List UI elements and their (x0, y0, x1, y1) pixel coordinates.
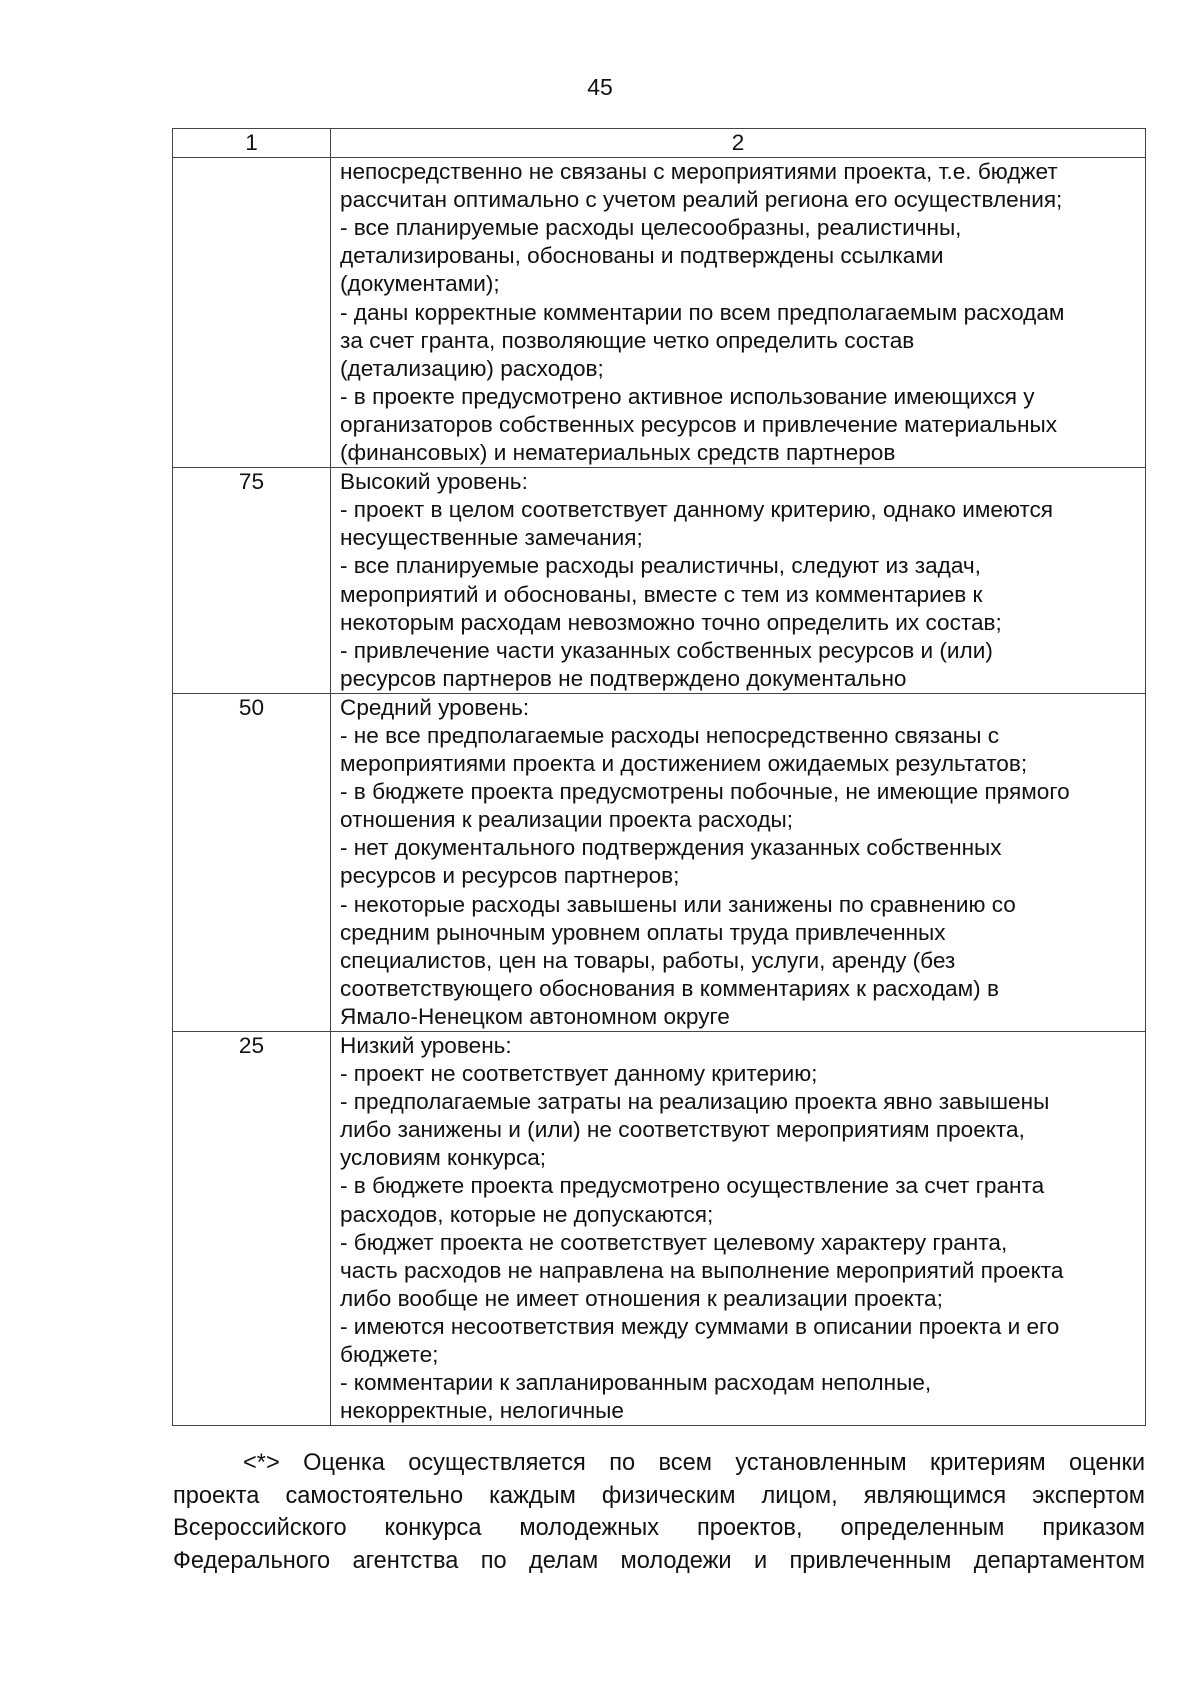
text-line: бюджете; (340, 1342, 439, 1368)
text-line: - в бюджете проекта предусмотрено осуществление за счет гранта (340, 1173, 1045, 1199)
text-line: специалистов, цен на товары, работы, услуги, аренду (без (340, 947, 956, 973)
table-header-row (173, 129, 1146, 158)
text-line: - некоторые расходы завышены или занижены по сравнению со (340, 891, 1016, 917)
text-line: - даны корректные комментарии по всем предполагаемым расходам (340, 299, 1065, 325)
header-col-2: 2 (331, 129, 1146, 158)
footnote-line: проекта самостоятельно каждым физическим лицом, являющимся экспертом (173, 1482, 1145, 1509)
header-col-1: 1 (173, 129, 331, 158)
footnote-line: Федерального агентства по делам молодежи и привлеченным департаментом (173, 1547, 1145, 1574)
footnote-line: <*> Оценка осуществляется по всем установленным критериям оценки (243, 1450, 1145, 1476)
text-line: мероприятий и обоснованы, вместе с тем из комментариев к (340, 581, 983, 607)
text-line: Средний уровень: (340, 694, 530, 720)
text-line: ресурсов партнеров не подтверждено документально (340, 665, 907, 691)
table-row (173, 693, 1146, 1031)
criteria-table (172, 128, 1146, 1426)
text-line: - имеются несоответствия между суммами в описании проекта и его (340, 1313, 1060, 1339)
text-line: либо занижены и (или) не соответствуют мероприятиям проекта, (340, 1117, 1025, 1143)
text-line: организаторов собственных ресурсов и привлечение материальных (340, 411, 1058, 437)
text-line: - в проекте предусмотрено активное использование имеющихся у (340, 383, 1035, 409)
text-line: либо вообще не имеет отношения к реализации проекта; (340, 1285, 943, 1311)
text-line: - не все предполагаемые расходы непосредственно связаны с (340, 722, 1000, 748)
text-line: - бюджет проекта не соответствует целевому характеру гранта, (340, 1229, 1008, 1255)
text-line: некорректные, нелогичные (340, 1398, 624, 1424)
text-line: - нет документального подтверждения указанных собственных (340, 835, 1002, 861)
text-line: Ямало-Ненецком автономном округе (340, 1003, 730, 1029)
text-line: - все планируемые расходы целесообразны, реалистичны, (340, 215, 962, 241)
text-line: расходов, которые не допускаются; (340, 1201, 714, 1227)
text-line: мероприятиями проекта и достижением ожидаемых результатов; (340, 751, 1028, 777)
score-cell: 75 (173, 468, 331, 694)
text-line: ресурсов и ресурсов партнеров; (340, 863, 680, 889)
text-line: несущественные замечания; (340, 525, 643, 551)
text-line: средним рыночным уровнем оплаты труда привлеченных (340, 919, 946, 945)
description-cell (331, 693, 1146, 1031)
text-line: детализированы, обоснованы и подтверждены ссылками (340, 243, 944, 269)
text-line: непосредственно не связаны с мероприятиями проекта, т.е. бюджет (340, 159, 1058, 185)
score-cell: 25 (173, 1032, 331, 1426)
text-line: - проект не соответствует данному критерию; (340, 1061, 818, 1087)
text-line: отношения к реализации проекта расходы; (340, 807, 794, 833)
text-line: часть расходов не направлена на выполнение мероприятий проекта (340, 1257, 1064, 1283)
text-line: - комментарии к запланированным расходам неполные, (340, 1370, 932, 1396)
description-cell (331, 1032, 1146, 1426)
description-cell (331, 158, 1146, 468)
text-line: соответствующего обоснования в комментариях к расходам) в (340, 975, 999, 1001)
text-line: Низкий уровень: (340, 1033, 512, 1058)
text-line: Высокий уровень: (340, 469, 528, 495)
text-line: (детализацию) расходов; (340, 355, 604, 381)
text-line: (финансовых) и нематериальных средств партнеров (340, 440, 896, 466)
description-cell (331, 468, 1146, 694)
text-line: условиям конкурса; (340, 1145, 547, 1171)
score-cell: 50 (173, 693, 331, 1031)
footnote-paragraph (173, 1447, 1145, 1577)
text-line: - привлечение части указанных собственных ресурсов и (или) (340, 637, 993, 663)
page-number: 45 (587, 74, 613, 100)
text-line: - в бюджете проекта предусмотрены побочные, не имеющие прямого (340, 779, 1070, 805)
text-line: рассчитан оптимально с учетом реалий региона его осуществления; (340, 187, 1063, 213)
text-line: - все планируемые расходы реалистичны, следуют из задач, (340, 553, 981, 579)
text-line: за счет гранта, позволяющие четко определить состав (340, 327, 915, 353)
text-line: - предполагаемые затраты на реализацию проекта явно завышены (340, 1089, 1050, 1115)
text-line: - проект в целом соответствует данному критерию, однако имеются (340, 497, 1054, 523)
table-row (173, 158, 1146, 468)
text-line: некоторым расходам невозможно точно определить их состав; (340, 609, 1002, 635)
text-line: (документами); (340, 271, 500, 297)
table-row (173, 468, 1146, 694)
score-cell (173, 158, 331, 468)
footnote-line: Всероссийского конкурса молодежных проектов, определенным приказом (173, 1515, 1145, 1541)
table-row (173, 1032, 1146, 1426)
